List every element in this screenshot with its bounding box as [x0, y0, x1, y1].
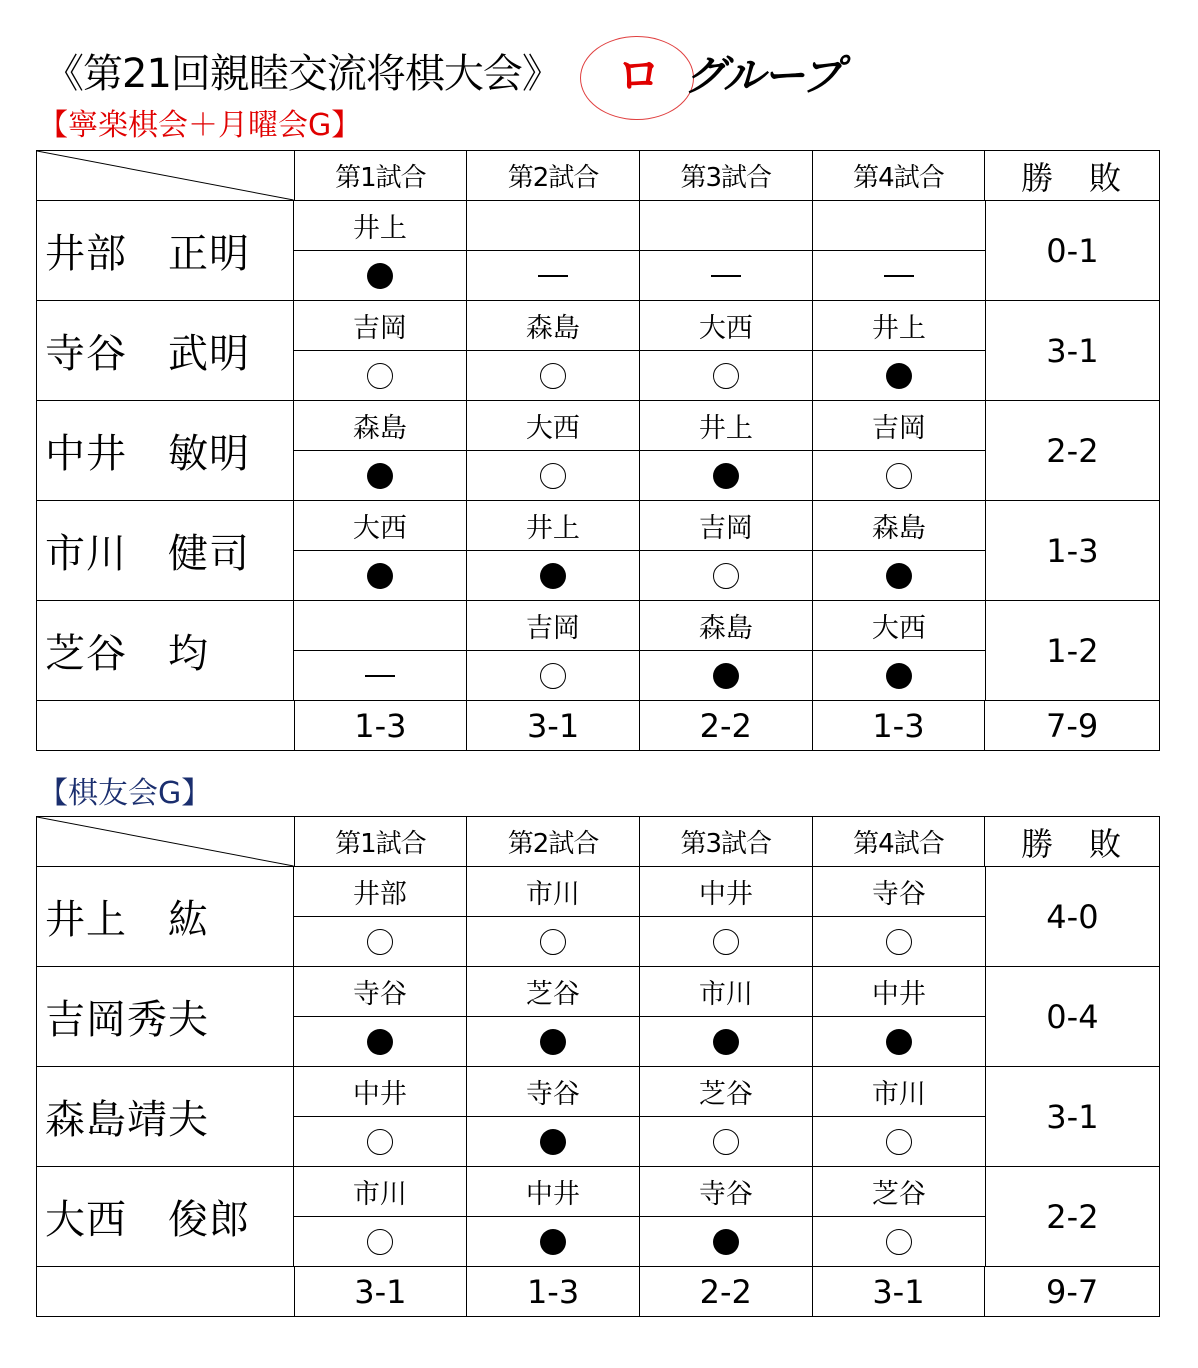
- loss-mark: [886, 563, 912, 589]
- opponent-name: 森島: [813, 501, 986, 551]
- result-cell: [467, 251, 640, 301]
- player-record: 2-2: [986, 401, 1160, 501]
- opponent-name: 大西: [813, 601, 986, 651]
- totals-label-cell: [37, 1267, 295, 1317]
- player-name: 大西 俊郎: [37, 1167, 294, 1267]
- result-cell: [467, 917, 640, 967]
- player-row: [37, 967, 1160, 1067]
- game-cell: [294, 501, 467, 601]
- group-badge: [580, 36, 880, 120]
- loss-mark: [540, 563, 566, 589]
- game-cell: [813, 1067, 986, 1167]
- player-name: 井部 正明: [37, 201, 294, 301]
- no-game-mark: [365, 675, 395, 677]
- game-cell: [813, 301, 986, 401]
- opponent-name: 寺谷: [640, 1167, 813, 1217]
- game-cell: [294, 601, 467, 701]
- grand-total: 7-9: [985, 701, 1160, 751]
- match-header: 第2試合: [467, 817, 640, 867]
- result-cell: [813, 1117, 986, 1167]
- match-header: 第1試合: [295, 817, 468, 867]
- result-cell: [294, 351, 467, 401]
- result-cell: [640, 451, 813, 501]
- win-mark: [886, 1229, 912, 1255]
- player-record: 0-4: [986, 967, 1160, 1067]
- opponent-name: 森島: [294, 401, 467, 451]
- result-cell: [640, 551, 813, 601]
- player-name: 芝谷 均: [37, 601, 294, 701]
- result-cell: [467, 1017, 640, 1067]
- win-mark: [540, 663, 566, 689]
- game-cell: [467, 1167, 640, 1267]
- match-total: 1-3: [467, 1267, 640, 1317]
- match-total: 1-3: [295, 701, 468, 751]
- player-row: [37, 501, 1160, 601]
- game-cell: [294, 201, 467, 301]
- result-cell: [294, 917, 467, 967]
- game-cell: [640, 401, 813, 501]
- opponent-name: 芝谷: [640, 1067, 813, 1117]
- match-total: 3-1: [295, 1267, 468, 1317]
- section-label-b: 【棋友会G】: [38, 776, 212, 811]
- group-mark: ロ: [617, 50, 661, 101]
- results-table-a: [36, 150, 1160, 751]
- player-row: [37, 867, 1160, 967]
- game-cell: [294, 401, 467, 501]
- player-row: [37, 1167, 1160, 1267]
- opponent-name: 森島: [640, 601, 813, 651]
- match-header: 第3試合: [640, 817, 813, 867]
- opponent-name: 森島: [467, 301, 640, 351]
- game-cell: [813, 867, 986, 967]
- result-cell: [813, 1217, 986, 1267]
- result-cell: [640, 917, 813, 967]
- opponent-name: 寺谷: [467, 1067, 640, 1117]
- match-header: 第4試合: [813, 817, 986, 867]
- opponent-name: 井上: [640, 401, 813, 451]
- opponent-name: 大西: [467, 401, 640, 451]
- group-label: グループ: [684, 51, 841, 100]
- result-cell: [467, 1117, 640, 1167]
- game-cell: [294, 967, 467, 1067]
- result-cell: [294, 651, 467, 701]
- opponent-name: 市川: [640, 967, 813, 1017]
- result-cell: [813, 651, 986, 701]
- corner-cell: [37, 817, 295, 867]
- result-cell: [294, 1217, 467, 1267]
- loss-mark: [367, 263, 393, 289]
- result-cell: [640, 1217, 813, 1267]
- game-cell: [294, 301, 467, 401]
- loss-mark: [713, 1029, 739, 1055]
- win-mark: [713, 363, 739, 389]
- header-row: [37, 151, 1160, 201]
- player-record: 2-2: [986, 1167, 1160, 1267]
- page-title: 《第21回親睦交流将棋大会》: [44, 51, 561, 97]
- player-row: [37, 301, 1160, 401]
- match-total: 1-3: [813, 701, 986, 751]
- opponent-name: [640, 201, 813, 251]
- opponent-name: 市川: [467, 867, 640, 917]
- corner-cell: [37, 151, 295, 201]
- game-cell: [813, 601, 986, 701]
- win-mark: [367, 929, 393, 955]
- opponent-name: 井上: [467, 501, 640, 551]
- loss-mark: [540, 1029, 566, 1055]
- result-cell: [640, 251, 813, 301]
- game-cell: [813, 201, 986, 301]
- win-mark: [886, 1129, 912, 1155]
- player-row: [37, 401, 1160, 501]
- result-cell: [813, 451, 986, 501]
- result-cell: [640, 1017, 813, 1067]
- game-cell: [640, 301, 813, 401]
- game-cell: [813, 501, 986, 601]
- opponent-name: 市川: [813, 1067, 986, 1117]
- opponent-name: 中井: [813, 967, 986, 1017]
- match-total: 3-1: [467, 701, 640, 751]
- opponent-name: 大西: [294, 501, 467, 551]
- win-mark: [886, 463, 912, 489]
- opponent-name: 大西: [640, 301, 813, 351]
- opponent-name: [294, 601, 467, 651]
- game-cell: [467, 301, 640, 401]
- game-cell: [467, 967, 640, 1067]
- win-mark: [540, 929, 566, 955]
- result-cell: [294, 1017, 467, 1067]
- game-cell: [640, 867, 813, 967]
- result-cell: [467, 1217, 640, 1267]
- record-header: 勝 敗: [985, 151, 1160, 201]
- record-header: 勝 敗: [985, 817, 1160, 867]
- game-cell: [467, 501, 640, 601]
- win-mark: [540, 463, 566, 489]
- opponent-name: 寺谷: [813, 867, 986, 917]
- totals-label-cell: [37, 701, 295, 751]
- loss-mark: [713, 663, 739, 689]
- game-cell: [640, 967, 813, 1067]
- win-mark: [713, 1129, 739, 1155]
- match-total: 2-2: [640, 1267, 813, 1317]
- win-mark: [713, 563, 739, 589]
- header-row: [37, 817, 1160, 867]
- totals-row: [37, 701, 1160, 751]
- results-table-b: [36, 816, 1160, 1317]
- game-cell: [813, 401, 986, 501]
- win-mark: [713, 929, 739, 955]
- player-record: 3-1: [986, 1067, 1160, 1167]
- win-mark: [886, 929, 912, 955]
- opponent-name: 吉岡: [467, 601, 640, 651]
- game-cell: [294, 867, 467, 967]
- no-game-mark: [711, 275, 741, 277]
- opponent-name: [813, 201, 986, 251]
- opponent-name: 吉岡: [640, 501, 813, 551]
- result-cell: [640, 651, 813, 701]
- opponent-name: 井部: [294, 867, 467, 917]
- result-cell: [294, 451, 467, 501]
- loss-mark: [886, 1029, 912, 1055]
- game-cell: [640, 1067, 813, 1167]
- game-cell: [813, 967, 986, 1067]
- no-game-mark: [538, 275, 568, 277]
- player-name: 寺谷 武明: [37, 301, 294, 401]
- match-header: 第1試合: [295, 151, 468, 201]
- game-cell: [640, 1167, 813, 1267]
- loss-mark: [367, 463, 393, 489]
- result-cell: [640, 1117, 813, 1167]
- game-cell: [467, 401, 640, 501]
- player-record: 4-0: [986, 867, 1160, 967]
- player-row: [37, 201, 1160, 301]
- player-name: 吉岡秀夫: [37, 967, 294, 1067]
- player-name: 市川 健司: [37, 501, 294, 601]
- game-cell: [467, 601, 640, 701]
- player-record: 1-2: [986, 601, 1160, 701]
- win-mark: [540, 363, 566, 389]
- match-total: 2-2: [640, 701, 813, 751]
- match-total: 3-1: [813, 1267, 986, 1317]
- game-cell: [640, 201, 813, 301]
- player-record: 1-3: [986, 501, 1160, 601]
- result-cell: [813, 251, 986, 301]
- game-cell: [294, 1167, 467, 1267]
- result-cell: [467, 651, 640, 701]
- game-cell: [467, 201, 640, 301]
- result-cell: [467, 551, 640, 601]
- loss-mark: [540, 1229, 566, 1255]
- match-header: 第4試合: [813, 151, 986, 201]
- loss-mark: [713, 1229, 739, 1255]
- player-record: 0-1: [986, 201, 1160, 301]
- opponent-name: 井上: [294, 201, 467, 251]
- game-cell: [467, 1067, 640, 1167]
- opponent-name: 芝谷: [813, 1167, 986, 1217]
- section-label-a: 【寧楽棋会＋月曜会G】: [38, 108, 362, 143]
- result-cell: [813, 351, 986, 401]
- game-cell: [640, 501, 813, 601]
- match-header: 第3試合: [640, 151, 813, 201]
- match-header: 第2試合: [467, 151, 640, 201]
- game-cell: [813, 1167, 986, 1267]
- loss-mark: [367, 1029, 393, 1055]
- loss-mark: [886, 363, 912, 389]
- loss-mark: [367, 563, 393, 589]
- player-record: 3-1: [986, 301, 1160, 401]
- player-name: 井上 紘: [37, 867, 294, 967]
- opponent-name: 井上: [813, 301, 986, 351]
- result-cell: [294, 1117, 467, 1167]
- loss-mark: [540, 1129, 566, 1155]
- opponent-name: 芝谷: [467, 967, 640, 1017]
- result-cell: [294, 251, 467, 301]
- no-game-mark: [884, 275, 914, 277]
- player-row: [37, 1067, 1160, 1167]
- result-cell: [294, 551, 467, 601]
- opponent-name: [467, 201, 640, 251]
- loss-mark: [886, 663, 912, 689]
- game-cell: [640, 601, 813, 701]
- opponent-name: 寺谷: [294, 967, 467, 1017]
- result-cell: [813, 551, 986, 601]
- player-name: 森島靖夫: [37, 1067, 294, 1167]
- totals-row: [37, 1267, 1160, 1317]
- opponent-name: 中井: [467, 1167, 640, 1217]
- opponent-name: 中井: [640, 867, 813, 917]
- opponent-name: 中井: [294, 1067, 467, 1117]
- player-name: 中井 敏明: [37, 401, 294, 501]
- win-mark: [367, 1129, 393, 1155]
- loss-mark: [713, 463, 739, 489]
- win-mark: [367, 363, 393, 389]
- player-row: [37, 601, 1160, 701]
- grand-total: 9-7: [985, 1267, 1160, 1317]
- game-cell: [294, 1067, 467, 1167]
- opponent-name: 市川: [294, 1167, 467, 1217]
- opponent-name: 吉岡: [813, 401, 986, 451]
- result-cell: [813, 1017, 986, 1067]
- opponent-name: 吉岡: [294, 301, 467, 351]
- result-cell: [813, 917, 986, 967]
- result-cell: [640, 351, 813, 401]
- result-cell: [467, 351, 640, 401]
- game-cell: [467, 867, 640, 967]
- result-cell: [467, 451, 640, 501]
- win-mark: [367, 1229, 393, 1255]
